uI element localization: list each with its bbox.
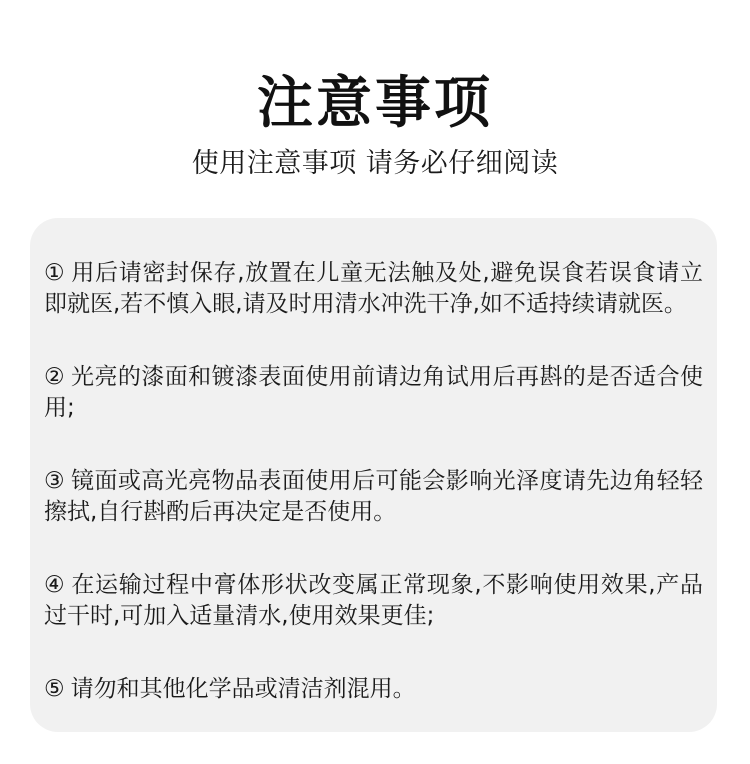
notice-item-4 (44, 570, 703, 632)
notice-item-3 (44, 466, 703, 528)
notice-number: ⑤ (44, 676, 65, 702)
notice-item-1 (44, 258, 703, 320)
notice-item-5 (44, 674, 703, 705)
notice-box (30, 218, 717, 732)
notice-number: ① (44, 260, 66, 286)
notice-text: 请勿和其他化学品或清洁剂混用。 (70, 676, 416, 702)
page-title: 注意事项 (257, 71, 493, 136)
notice-number: ④ (44, 572, 66, 598)
notice-number: ② (44, 364, 66, 390)
notice-text: 镜面或高光亮物品表面使用后可能会影响光泽度请先边角轻轻擦拭,自行斟酌后再决定是否使用。 (44, 468, 704, 525)
notice-text: 在运输过程中膏体形状改变属正常现象,不影响使用效果,产品过干时,可加入适量清水,使用效果更佳; (44, 572, 703, 629)
notice-text: 用后请密封保存,放置在儿童无法触及处,避免误食若误食请立即就医,若不慎入眼,请及时用清水冲洗干净,如不适持续请就医。 (44, 260, 703, 317)
notice-number: ③ (44, 468, 66, 494)
notice-item-2 (44, 362, 703, 424)
page-subtitle: 使用注意事项 请务必仔细阅读 (191, 148, 559, 179)
notice-text: 光亮的漆面和镀漆表面使用前请边角试用后再斟的是否适合使用; (44, 364, 704, 421)
